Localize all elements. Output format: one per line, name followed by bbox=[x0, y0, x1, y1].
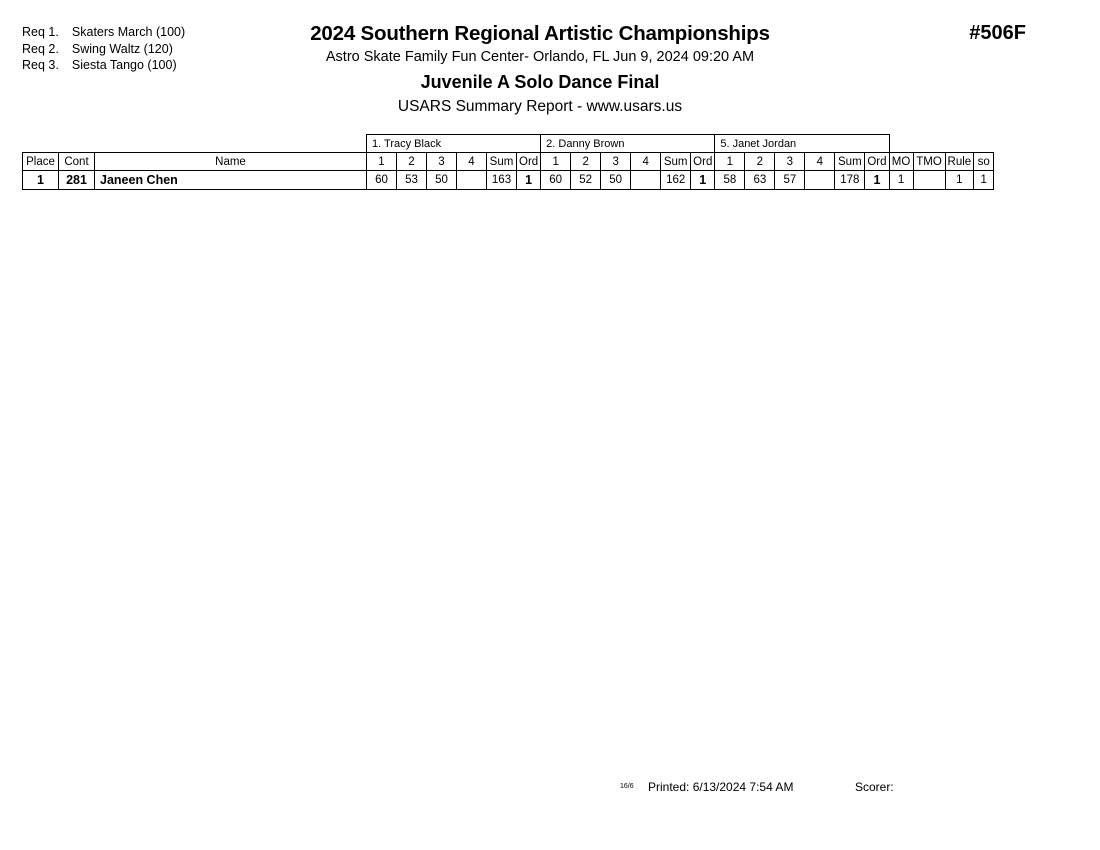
cell-mo: 1 bbox=[889, 171, 913, 190]
spacer-cell bbox=[913, 135, 945, 153]
header-place: Place bbox=[23, 153, 59, 171]
cell-cont: 281 bbox=[59, 171, 95, 190]
cell-j2-score-3: 50 bbox=[601, 171, 631, 190]
cell-rule: 1 bbox=[945, 171, 974, 190]
cell-j1-score-2: 53 bbox=[397, 171, 427, 190]
requirement-label: Req bbox=[22, 25, 45, 39]
requirement-number: 3. bbox=[48, 58, 59, 72]
judge-header-1: 1. Tracy Black bbox=[367, 135, 541, 153]
header-j1-ord: Ord bbox=[517, 153, 541, 171]
cell-j3-score-3: 57 bbox=[775, 171, 805, 190]
header-cont: Cont bbox=[59, 153, 95, 171]
header-j1-score-2: 2 bbox=[397, 153, 427, 171]
cell-j3-sum: 178 bbox=[835, 171, 865, 190]
spacer-cell bbox=[95, 135, 367, 153]
printed-timestamp: Printed: 6/13/2024 7:54 AM bbox=[648, 780, 794, 794]
header-j3-score-1: 1 bbox=[715, 153, 745, 171]
header-tmo: TMO bbox=[913, 153, 945, 171]
header-so: so bbox=[974, 153, 994, 171]
spacer-cell bbox=[945, 135, 974, 153]
cell-name: Janeen Chen bbox=[95, 171, 367, 190]
event-title: Juvenile A Solo Dance Final bbox=[420, 72, 660, 92]
requirement-text: Skaters March (100) bbox=[71, 25, 186, 39]
footer-code: 16/6 bbox=[620, 783, 634, 790]
header-j2-score-4: 4 bbox=[631, 153, 661, 171]
report-subtitle: USARS Summary Report - www.usars.us bbox=[397, 98, 683, 115]
header-j1-sum: Sum bbox=[487, 153, 517, 171]
judge-banner-row bbox=[23, 135, 994, 153]
cell-j1-score-1: 60 bbox=[367, 171, 397, 190]
cell-j1-score-4 bbox=[457, 171, 487, 190]
venue-line: Astro Skate Family Fun Center- Orlando, FL Jun 9, 2024 09:20 AM bbox=[325, 49, 755, 65]
results-table-container bbox=[22, 134, 994, 190]
header-mo: MO bbox=[889, 153, 913, 171]
cell-j1-ord: 1 bbox=[517, 171, 541, 190]
requirement-number: 1. bbox=[48, 25, 59, 39]
requirement-item bbox=[22, 57, 185, 74]
column-header-row bbox=[23, 153, 994, 171]
judge-header-3: 5. Janet Jordan bbox=[715, 135, 889, 153]
requirement-number: 2. bbox=[48, 41, 59, 56]
requirement-label: Req bbox=[22, 58, 45, 72]
cell-place: 1 bbox=[23, 171, 59, 190]
table-row bbox=[23, 171, 994, 190]
cell-j3-score-1: 58 bbox=[715, 171, 745, 190]
report-header bbox=[190, 22, 890, 118]
judge-header-2: 2. Danny Brown bbox=[541, 135, 715, 153]
page-title: 2024 Southern Regional Artistic Championships bbox=[310, 22, 770, 45]
header-j3-score-4: 4 bbox=[805, 153, 835, 171]
header-j1-score-3: 3 bbox=[427, 153, 457, 171]
cell-j2-sum: 162 bbox=[661, 171, 691, 190]
spacer-cell bbox=[974, 135, 994, 153]
spacer-cell bbox=[889, 135, 913, 153]
cell-tmo bbox=[913, 171, 945, 190]
header-j1-score-4: 4 bbox=[457, 153, 487, 171]
cell-j1-score-3: 50 bbox=[427, 171, 457, 190]
requirement-item bbox=[22, 24, 185, 41]
requirement-item bbox=[22, 41, 185, 58]
cell-so: 1 bbox=[974, 171, 994, 190]
requirements-list bbox=[22, 24, 185, 74]
header-j3-sum: Sum bbox=[835, 153, 865, 171]
header-j3-ord: Ord bbox=[865, 153, 889, 171]
results-table bbox=[22, 134, 994, 190]
header-name: Name bbox=[95, 153, 367, 171]
cell-j3-score-4 bbox=[805, 171, 835, 190]
event-number: #506F bbox=[969, 22, 1026, 44]
cell-j3-ord: 1 bbox=[865, 171, 889, 190]
requirement-text: Swing Waltz (120) bbox=[71, 41, 173, 56]
cell-j1-sum: 163 bbox=[487, 171, 517, 190]
spacer-cell bbox=[59, 135, 95, 153]
header-j2-score-1: 1 bbox=[541, 153, 571, 171]
cell-j2-score-2: 52 bbox=[571, 171, 601, 190]
header-j2-ord: Ord bbox=[691, 153, 715, 171]
requirement-label: Req bbox=[22, 41, 45, 56]
cell-j3-score-2: 63 bbox=[745, 171, 775, 190]
header-j1-score-1: 1 bbox=[367, 153, 397, 171]
requirement-text: Siesta Tango (100) bbox=[71, 58, 177, 72]
cell-j2-ord: 1 bbox=[691, 171, 715, 190]
cell-j2-score-1: 60 bbox=[541, 171, 571, 190]
header-j2-score-2: 2 bbox=[571, 153, 601, 171]
spacer-cell bbox=[23, 135, 59, 153]
header-j2-score-3: 3 bbox=[601, 153, 631, 171]
header-rule: Rule bbox=[945, 153, 974, 171]
cell-j2-score-4 bbox=[631, 171, 661, 190]
scorer-label: Scorer: bbox=[855, 780, 894, 794]
header-j3-score-3: 3 bbox=[775, 153, 805, 171]
header-j2-sum: Sum bbox=[661, 153, 691, 171]
header-j3-score-2: 2 bbox=[745, 153, 775, 171]
